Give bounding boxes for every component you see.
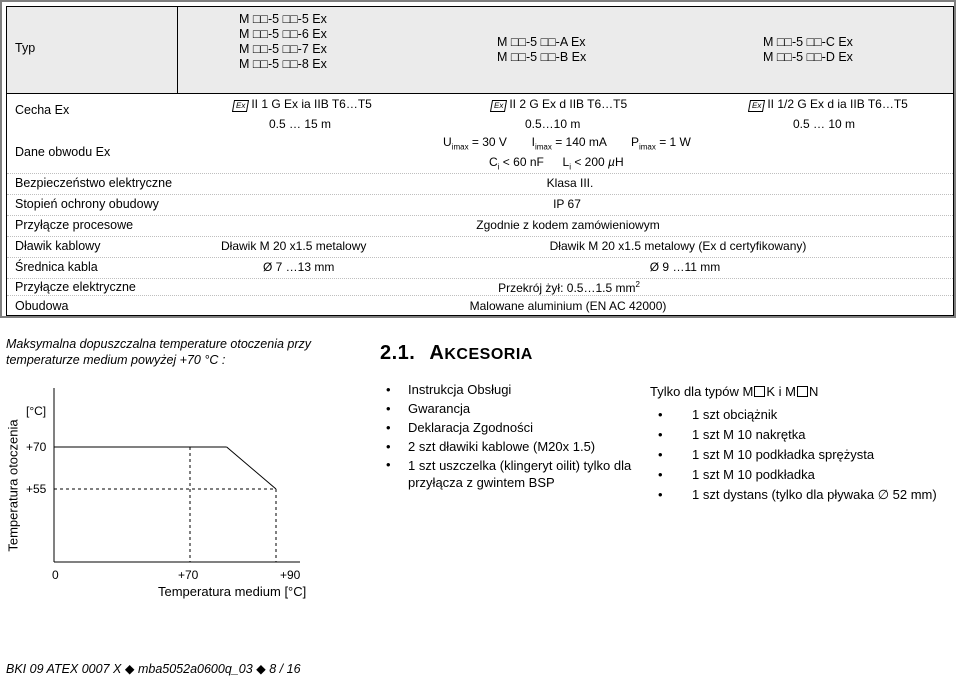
row-label-obudowa: Obudowa [15, 299, 69, 313]
section-number: 2.1. [380, 342, 416, 364]
row-label-bezpieczenstwo: Bezpieczeństwo elektryczne [15, 176, 173, 190]
header-middle: K i M [766, 384, 796, 399]
i-sub: imax [534, 142, 552, 152]
x-tick-label: 0 [52, 568, 59, 582]
dane-len1: 0.5 … 15 m [269, 117, 332, 131]
row-separator [7, 257, 953, 258]
dlawik-col1: Dławik M 20 x1.5 metalowy [221, 239, 367, 253]
mu-symbol: µ [608, 155, 615, 169]
accessories-list [378, 380, 640, 491]
p-sub: imax [638, 142, 656, 152]
graph-yunit: [°C] [26, 404, 47, 418]
dlawik-col23: Dławik M 20 x1.5 metalowy (Ex d certyfikowany) [549, 239, 807, 253]
section-heading [380, 342, 533, 365]
header-col3-line: M □□-5 □□-C Ex [763, 35, 853, 49]
series-segment [227, 447, 276, 489]
footer-file-name: mba5052a0600q_03 [137, 662, 253, 676]
list-item: • 1 szt M 10 nakrętka [650, 425, 956, 445]
row-separator [7, 278, 953, 279]
optional-accessories-list [650, 405, 956, 505]
section-title-rest: KCESORIA [444, 346, 533, 363]
przekroj-sup: 2 [635, 280, 640, 289]
u-symbol: U [443, 135, 452, 149]
row-label-cecha: Cecha Ex [15, 103, 70, 117]
header-col1-line: M □□-5 □□-7 Ex [239, 42, 327, 56]
list-item: • 1 szt M 10 podkładka sprężysta [650, 445, 956, 465]
c-sub: i [497, 162, 500, 172]
diamond-icon: ◆ [256, 662, 266, 676]
row-separator [7, 194, 953, 195]
list-item: • 1 szt M 10 podkładka [650, 465, 956, 485]
przylacze-procesowe-value: Zgodnie z kodem zamówieniowym [476, 218, 660, 232]
row-separator [7, 173, 953, 174]
cecha-col1-text: II 1 G Ex ia IIB T6…T5 [251, 97, 372, 111]
row-separator [7, 215, 953, 216]
l-value: < 200 [574, 155, 605, 169]
series-group [54, 447, 276, 489]
header-prefix: Tylko dla typów M [650, 384, 754, 399]
x-tick-label: +90 [280, 568, 301, 582]
row-label-dane: Dane obwodu Ex [15, 145, 111, 159]
p-symbol: P [630, 135, 639, 149]
header-col1-line: M □□-5 □□-6 Ex [239, 27, 327, 41]
list-item: • 2 szt dławiki kablowe (M20x 1.5) [378, 437, 640, 456]
row-separator [7, 236, 953, 237]
przekroj-text: Przekrój żył: 0.5…1.5 mm [498, 281, 636, 295]
section-title-initial: A [429, 342, 445, 364]
ex-mark-icon: Ex [232, 100, 249, 112]
list-item: • 1 szt dystans (tylko dla pływaka ∅ 52 mm) [650, 485, 956, 505]
row-label-dlawik: Dławik kablowy [15, 239, 101, 253]
spec-table-inner [6, 6, 954, 316]
srednica-col23: Ø 9 …11 mm [649, 260, 721, 274]
header-col2 [497, 35, 586, 65]
list-item: • Instrukcja Obsługi [378, 380, 640, 399]
header-col1-line: M □□-5 □□-8 Ex [239, 57, 327, 71]
temperature-graph [0, 380, 320, 610]
list-item: • Deklaracja Zgodności [378, 418, 640, 437]
cecha-col2 [491, 97, 627, 112]
list-item: • 1 szt uszczelka (klingeryt oilit) tylko dla przyłącza z gwintem BSP [378, 456, 640, 491]
graph-ylabel: Temperatura otoczenia [5, 419, 21, 552]
dane-len3: 0.5 … 10 m [793, 117, 856, 131]
list-item: • Gwarancja [378, 399, 640, 418]
footer-doc-number: BKI 09 ATEX 0007 X [6, 662, 122, 676]
row-label-przylacze-elektryczne: Przyłącze elektryczne [15, 280, 136, 294]
u-value: = 30 V [471, 135, 507, 149]
footer [6, 661, 301, 676]
row-label-srednica: Średnica kabla [15, 260, 98, 274]
placeholder-box-icon [797, 386, 808, 397]
row-label-przylacze-procesowe: Przyłącze procesowe [15, 218, 134, 232]
header-col2-line: M □□-5 □□-A Ex [497, 35, 586, 49]
ex-mark-icon: Ex [490, 100, 507, 112]
c-value: < 60 nF [502, 155, 544, 169]
u-sub: imax [451, 142, 469, 152]
cecha-col3 [749, 97, 908, 112]
diamond-icon: ◆ [124, 662, 135, 676]
header-col2-line: M □□-5 □□-B Ex [497, 50, 587, 64]
spec-table [0, 0, 956, 318]
footer-page-number: 8 / 16 [269, 662, 301, 676]
header-col1 [239, 12, 327, 72]
l-unit: H [614, 155, 624, 169]
header-col1-line: M □□-5 □□-5 Ex [239, 12, 327, 26]
cecha-col1 [233, 97, 372, 112]
l-symbol: L [562, 155, 570, 169]
optional-accessories-header [650, 384, 818, 399]
dane-len2: 0.5…10 m [525, 117, 581, 131]
ex-mark-icon: Ex [748, 100, 765, 112]
placeholder-box-icon [754, 386, 765, 397]
header-col3-line: M □□-5 □□-D Ex [763, 50, 853, 64]
c-symbol: C [489, 155, 498, 169]
header-divider [177, 7, 178, 93]
header-label-typ: Typ [15, 41, 36, 55]
dane-limits-line2 [489, 155, 624, 171]
stopien-value: IP 67 [553, 197, 581, 211]
graph-caption: Maksymalna dopuszczalna temperature otoczenia przy temperaturze medium powyżej +70 °C : [6, 337, 312, 367]
header-col3 [763, 35, 853, 65]
dane-limits-line1 [443, 135, 691, 151]
header-suffix: N [808, 384, 819, 399]
srednica-col1: Ø 7 …13 mm [263, 260, 335, 274]
y-tick-label: +70 [26, 440, 47, 454]
row-separator [7, 295, 953, 296]
list-item: • 1 szt obciążnik [650, 405, 956, 425]
bezpieczenstwo-value: Klasa III. [546, 176, 594, 190]
przylacze-elektryczne-value [498, 280, 640, 295]
obudowa-value: Malowane aluminium (EN AC 42000) [469, 299, 667, 313]
cecha-col3-text: II 1/2 G Ex d ia IIB T6…T5 [767, 97, 908, 111]
cecha-col2-text: II 2 G Ex d IIB T6…T5 [509, 97, 628, 111]
p-value: = 1 W [659, 135, 691, 149]
row-label-stopien: Stopień ochrony obudowy [15, 197, 159, 211]
y-tick-label: +55 [26, 482, 47, 496]
x-tick-label: +70 [178, 568, 199, 582]
graph-xlabel: Temperatura medium [°C] [158, 584, 307, 599]
i-symbol: I [531, 135, 535, 149]
i-value: = 140 mA [555, 135, 607, 149]
l-sub: i [569, 162, 571, 172]
